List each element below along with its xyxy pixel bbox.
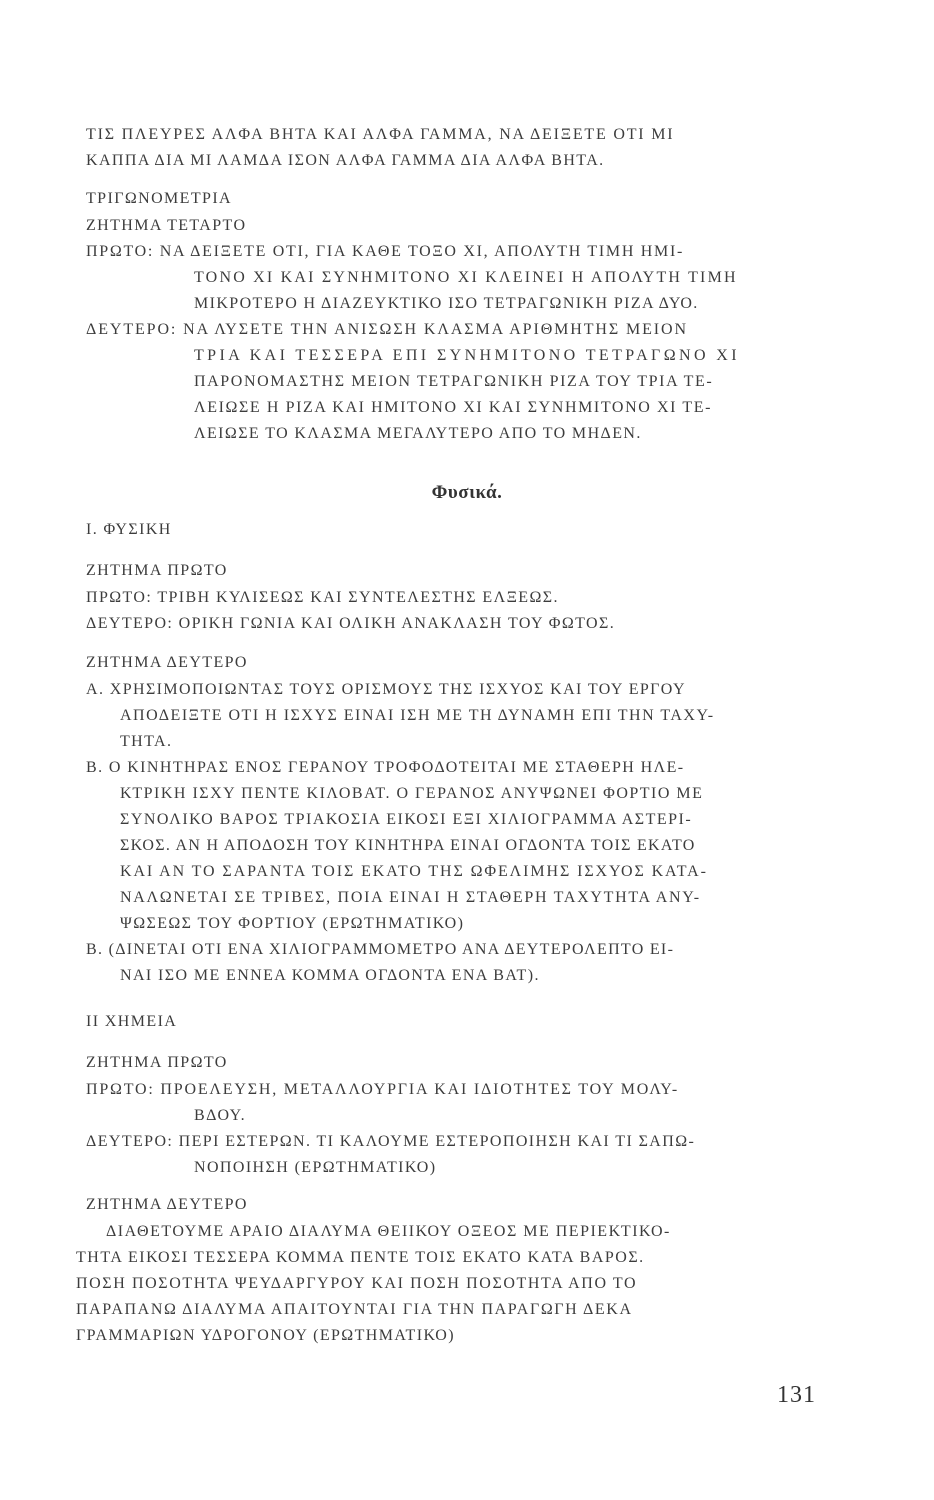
text-line: ΠΡΩΤΟ: ΠΡΟΕΛΕΥΣΗ, ΜΕΤΑΛΛΟΥΡΓΙΑ ΚΑΙ ΙΔΙΟΤΗΤΕΣ ΤΟΥ ΜΟΛΥ- <box>86 1081 680 1098</box>
text-line: ΣΚΟΣ. ΑΝ Η ΑΠΟΔΟΣΗ ΤΟΥ ΚΙΝΗΤΗΡΑ ΕΙΝΑΙ ΟΓΔΟΝΤΑ ΤΟΙΣ ΕΚΑΤΟ <box>120 837 696 854</box>
text-line: ΚΑΠΠΑ ΔΙΑ ΜΙ ΛΑΜΔΑ ΙΣΟΝ ΑΛΦΑ ΓΑΜΜΑ ΔΙΑ ΑΛΦΑ ΒΗΤΑ. <box>86 152 605 169</box>
text-line: Β. (ΔΙΝΕΤΑΙ ΟΤΙ ΕΝΑ ΧΙΛΙΟΓΡΑΜΜΟΜΕΤΡΟ ΑΝΑ ΔΕΥΤΕΡΟΛΕΠΤΟ ΕΙ- <box>86 941 675 958</box>
text-line: ΜΙΚΡΟΤΕΡΟ Η ΔΙΑΖΕΥΚΤΙΚΟ ΙΣΟ ΤΕΤΡΑΓΩΝΙΚΗ ΡΙΖΑ ΔΥΟ. <box>194 295 699 312</box>
text-line: ΣΥΝΟΛΙΚΟ ΒΑΡΟΣ ΤΡΙΑΚΟΣΙΑ ΕΙΚΟΣΙ ΕΞΙ ΧΙΛΙΟΓΡΑΜΜΑ ΑΣΤΕΡΙ- <box>120 811 693 828</box>
text-line: ΛΕΙΩΣΕ ΤΟ ΚΛΑΣΜΑ ΜΕΓΑΛΥΤΕΡΟ ΑΠΟ ΤΟ ΜΗΔΕΝ. <box>194 425 642 442</box>
text-line: ΤΙΣ ΠΛΕΥΡΕΣ ΑΛΦΑ ΒΗΤΑ ΚΑΙ ΑΛΦΑ ΓΑΜΜΑ, ΝΑ ΔΕΙΞΕΤΕ ΟΤΙ ΜΙ <box>86 126 675 143</box>
text-line: ΝΑΛΩΝΕΤΑΙ ΣΕ ΤΡΙΒΕΣ, ΠΟΙΑ ΕΙΝΑΙ Η ΣΤΑΘΕΡΗ ΤΑΧΥΤΗΤΑ ΑΝΥ- <box>120 889 701 906</box>
text-line: ΠΡΩΤΟ: ΝΑ ΔΕΙΞΕΤΕ ΟΤΙ, ΓΙΑ ΚΑΘΕ ΤΟΞΟ ΧΙ, ΑΠΟΛΥΤΗ ΤΙΜΗ ΗΜΙ- <box>86 243 685 260</box>
text-line: ΔΙΑΘΕΤΟΥΜΕ ΑΡΑΙΟ ΔΙΑΛΥΜΑ ΘΕΙΙΚΟΥ ΟΞΕΟΣ ΜΕ ΠΕΡΙΕΚΤΙΚΟ- <box>106 1223 671 1240</box>
text-line: ΤΗΤΑ ΕΙΚΟΣΙ ΤΕΣΣΕΡΑ ΚΟΜΜΑ ΠΕΝΤΕ ΤΟΙΣ ΕΚΑΤΟ ΚΑΤΑ ΒΑΡΟΣ. <box>76 1249 645 1266</box>
text-line: ΝΟΠΟΙΗΣΗ (ΕΡΩΤΗΜΑΤΙΚΟ) <box>194 1159 437 1176</box>
text-line: ΨΩΣΕΩΣ ΤΟΥ ΦΟΡΤΙΟΥ (ΕΡΩΤΗΜΑΤΙΚΟ) <box>120 915 465 932</box>
text-line: ΚΑΙ ΑΝ ΤΟ ΣΑΡΑΝΤΑ ΤΟΙΣ ΕΚΑΤΟ ΤΗΣ ΩΦΕΛΙΜΗΣ ΙΣΧΥΟΣ ΚΑΤΑ- <box>120 863 708 880</box>
text-line: ΒΔΟΥ. <box>194 1107 246 1124</box>
text-line: ΤΡΙΑ ΚΑΙ ΤΕΣΣΕΡΑ ΕΠΙ ΣΥΝΗΜΙΤΟΝΟ ΤΕΤΡΑΓΩΝΟ ΧΙ <box>194 347 740 364</box>
question-heading: ΖΗΤΗΜΑ ΤΕΤΑΡΤΟ <box>86 217 247 234</box>
question-heading: ΖΗΤΗΜΑ ΔΕΥΤΕΡΟ <box>86 1196 248 1213</box>
text-line: Β. Ο ΚΙΝΗΤΗΡΑΣ ΕΝΟΣ ΓΕΡΑΝΟΥ ΤΡΟΦΟΔΟΤΕΙΤΑΙ ΜΕ ΣΤΑΘΕΡΗ ΗΛΕ- <box>86 759 685 776</box>
text-line: ΑΠΟΔΕΙΞΤΕ ΟΤΙ Η ΙΣΧΥΣ ΕΙΝΑΙ ΙΣΗ ΜΕ ΤΗ ΔΥΝΑΜΗ ΕΠΙ ΤΗΝ ΤΑΧΥ- <box>120 707 715 724</box>
text-line: ΚΤΡΙΚΗ ΙΣΧΥ ΠΕΝΤΕ ΚΙΛΟΒΑΤ. Ο ΓΕΡΑΝΟΣ ΑΝΥΨΩΝΕΙ ΦΟΡΤΙΟ ΜΕ <box>120 785 704 802</box>
text-line: ΠΟΣΗ ΠΟΣΟΤΗΤΑ ΨΕΥΔΑΡΓΥΡΟΥ ΚΑΙ ΠΟΣΗ ΠΟΣΟΤΗΤΑ ΑΠΟ ΤΟ <box>76 1275 638 1292</box>
text-line: ΠΑΡΟΝΟΜΑΣΤΗΣ ΜΕΙΟΝ ΤΕΤΡΑΓΩΝΙΚΗ ΡΙΖΑ ΤΟΥ ΤΡΙΑ ΤΕ- <box>194 373 714 390</box>
text-line: ΝΑΙ ΙΣΟ ΜΕ ΕΝΝΕΑ ΚΟΜΜΑ ΟΓΔΟΝΤΑ ΕΝΑ ΒΑΤ). <box>120 967 540 984</box>
text-line: ΔΕΥΤΕΡΟ: ΝΑ ΛΥΣΕΤΕ ΤΗΝ ΑΝΙΣΩΣΗ ΚΛΑΣΜΑ ΑΡΙΘΜΗΤΗΣ ΜΕΙΟΝ <box>86 321 688 338</box>
text-line: ΛΕΙΩΣΕ Η ΡΙΖΑ ΚΑΙ ΗΜΙΤΟΝΟ ΧΙ ΚΑΙ ΣΥΝΗΜΙΤΟΝΟ ΧΙ ΤΕ- <box>194 399 713 416</box>
question-heading: ΖΗΤΗΜΑ ΔΕΥΤΕΡΟ <box>86 654 248 671</box>
section-heading: Φυσικά. <box>431 482 503 503</box>
text-line: ΓΡΑΜΜΑΡΙΩΝ ΥΔΡΟΓΟΝΟΥ (ΕΡΩΤΗΜΑΤΙΚΟ) <box>76 1327 455 1344</box>
question-heading: ΖΗΤΗΜΑ ΠΡΩΤΟ <box>86 1054 228 1071</box>
text-line: ΔΕΥΤΕΡΟ: ΟΡΙΚΗ ΓΩΝΙΑ ΚΑΙ ΟΛΙΚΗ ΑΝΑΚΛΑΣΗ ΤΟΥ ΦΩΤΟΣ. <box>86 615 616 632</box>
text-line: Α. ΧΡΗΣΙΜΟΠΟΙΩΝΤΑΣ ΤΟΥΣ ΟΡΙΣΜΟΥΣ ΤΗΣ ΙΣΧΥΟΣ ΚΑΙ ΤΟΥ ΕΡΓΟΥ <box>86 681 686 698</box>
section-label: Ι. ΦΥΣΙΚΗ <box>86 521 172 538</box>
text-line: ΠΑΡΑΠΑΝΩ ΔΙΑΛΥΜΑ ΑΠΑΙΤΟΥΝΤΑΙ ΓΙΑ ΤΗΝ ΠΑΡΑΓΩΓΗ ΔΕΚΑ <box>76 1301 633 1318</box>
subject-heading: ΤΡΙΓΩΝΟΜΕΤΡΙΑ <box>86 190 233 207</box>
text-line: ΠΡΩΤΟ: ΤΡΙΒΗ ΚΥΛΙΣΕΩΣ ΚΑΙ ΣΥΝΤΕΛΕΣΤΗΣ ΕΛΞΕΩΣ. <box>86 589 559 606</box>
text-line: ΤΗΤΑ. <box>120 733 173 750</box>
question-heading: ΖΗΤΗΜΑ ΠΡΩΤΟ <box>86 562 228 579</box>
text-line: ΤΟΝΟ ΧΙ ΚΑΙ ΣΥΝΗΜΙΤΟΝΟ ΧΙ ΚΛΕΙΝΕΙ Η ΑΠΟΛΥΤΗ ΤΙΜΗ <box>194 269 738 286</box>
section-label: ΙΙ ΧΗΜΕΙΑ <box>86 1013 178 1030</box>
page-number: 131 <box>777 1382 816 1408</box>
text-line: ΔΕΥΤΕΡΟ: ΠΕΡΙ ΕΣΤΕΡΩΝ. ΤΙ ΚΑΛΟΥΜΕ ΕΣΤΕΡΟΠΟΙΗΣΗ ΚΑΙ ΤΙ ΣΑΠΩ- <box>86 1133 696 1150</box>
